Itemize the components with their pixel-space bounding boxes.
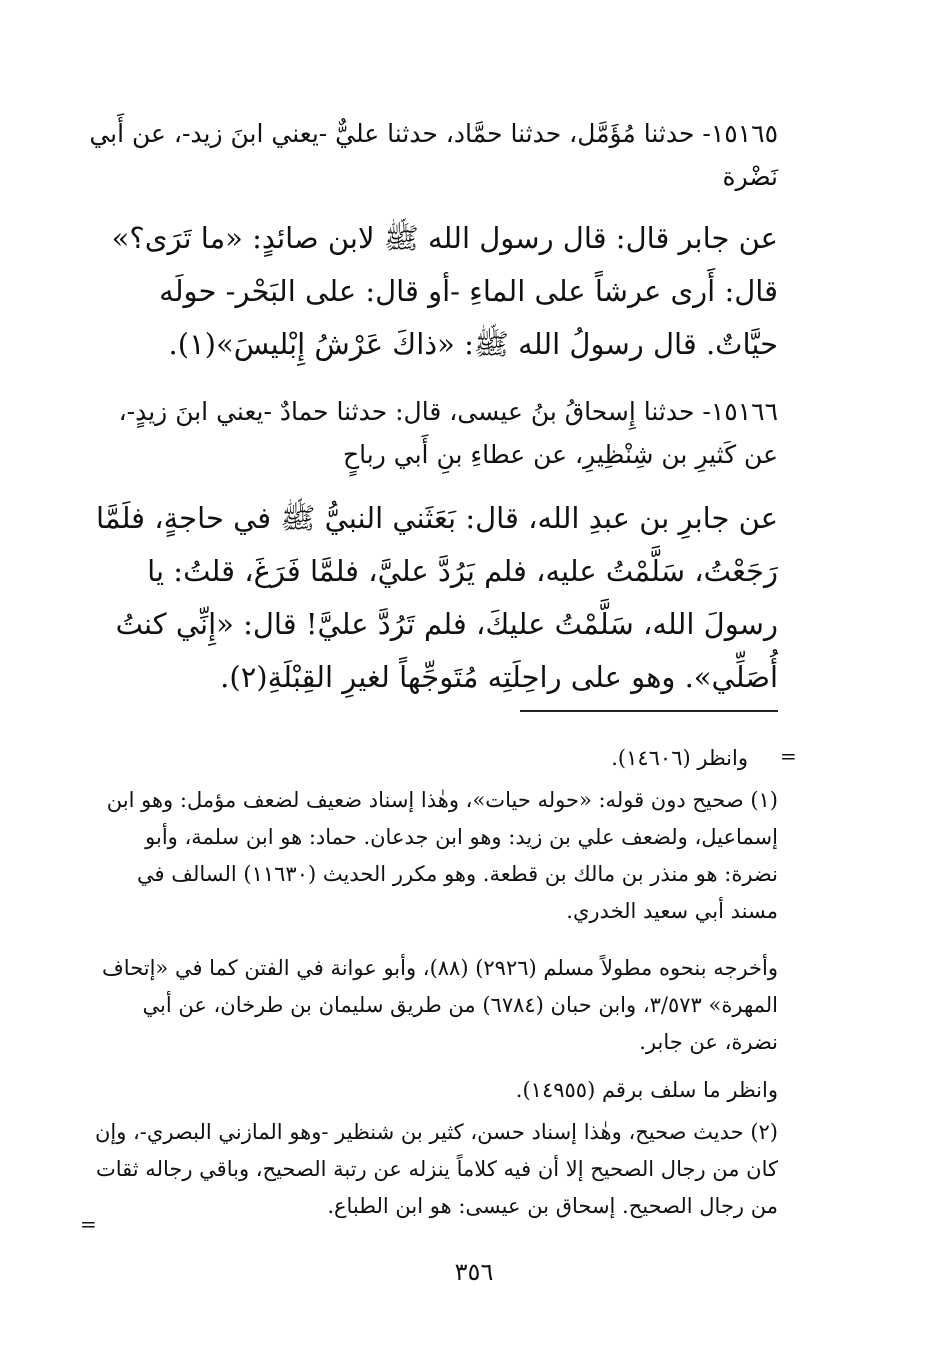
footnote-1-paragraph-1: (١) صحيح دون قوله: «حوله حيات»، وهٰذا إسناد ضعيف لضعف مؤمل: وهو ابن إسماعيل، ولضعف علي بن زيد: وهو ابن جدعان. حماد: هو ابن سلمة، وأبو نضرة: هو منذر بن مالك بن قطعة. وهو مكرر الحديث (١١٦٣٠) السالف في مسند أبي سعيد الخدري.: [106, 788, 778, 923]
continuation-marker: =: [780, 744, 797, 768]
footnote-continues-marker: =: [80, 1212, 97, 1236]
page-number: ٣٥٦: [454, 1258, 494, 1286]
hadith-15166-matn: عن جابرِ بن عبدِ الله، قال: بَعَثَني النبيُّ ﷺ في حاجةٍ، فلَمَّا رَجَعْتُ، سَلَّمْتُ عليه، فلم يَرُدَّ عليَّ، فلمَّا فَرَغَ، قلتُ: يا رسولَ الله، سَلَّمْتُ عليكَ، فلم تَرُدَّ عليَّ! قال: «إِنِّي كنتُ أُصَلِّي». وهو على راحِلَتِه مُتَوجِّهاً لغيرِ القِبْلَةِ(٢).: [95, 501, 778, 694]
footnote-separator: [520, 710, 778, 712]
hadith-15165-matn: عن جابر قال: قال رسول الله ﷺ لابن صائدٍ: «ما تَرَى؟» قال: أَرى عرشاً على الماءِ -أو قال: على البَحْر- حولَه حيَّاتٌ. قال رسولُ الله ﷺ: «ذاكَ عَرْشُ إِبْليسَ»(١).: [111, 221, 778, 361]
hadith-15166-isnad: ١٥١٦٦- حدثنا إِسحاقُ بنُ عيسى، قال: حدثنا حمادٌ -يعني ابنَ زيدٍ-، عن كَثيرِ بن شِنْظِيرِ، عن عطاءِ بنِ أَبي رباحٍ: [118, 397, 778, 469]
footnote-2-paragraph-1: (٢) حديث صحيح، وهٰذا إسناد حسن، كثير بن شنظير -وهو المازني البصري-، وإن كان من رجال الصحيح إلا أن فيه كلاماً ينزله عن رتبة الصحيح، وباقي رجاله ثقات من رجال الصحيح. إسحاق بن عيسى: هو ابن الطباع.: [94, 1120, 778, 1218]
hadith-15165-isnad: ١٥١٦٥- حدثنا مُؤَمَّل، حدثنا حمَّاد، حدثنا عليٌّ -يعني ابنَ زيد-، عن أَبي نَضْرة: [89, 119, 778, 191]
footnote-continuation: وانظر (١٤٦٠٦).: [611, 746, 748, 770]
footnote-1-paragraph-2: وأخرجه بنحوه مطولاً مسلم (٢٩٢٦) (٨٨)، وأبو عوانة في الفتن كما في «إتحاف المهرة» ٣/٥٧٣، وابن حبان (٦٧٨٤) من طريق سليمان بن طرخان، عن أبي نضرة، عن جابر.: [102, 956, 778, 1054]
footnote-1-paragraph-3: وانظر ما سلف برقم (١٤٩٥٥).: [515, 1078, 778, 1102]
